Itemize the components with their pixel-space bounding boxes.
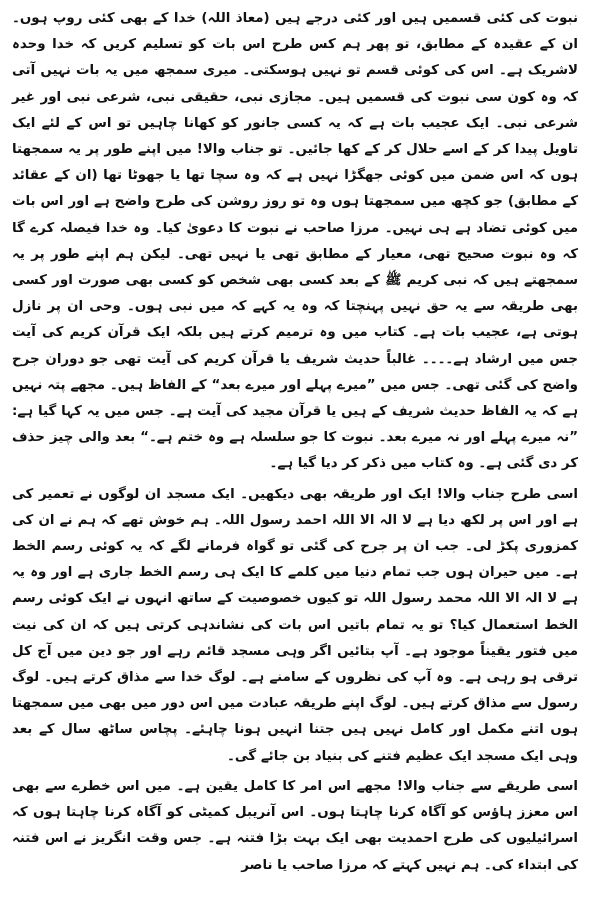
paragraph-3: اسی طریقے سے جناب والا! مجھے اس امر کا کامل یقین ہے۔ میں اس خطرے سے بھی اس معزز ہاؤس کو آگاہ کرنا چاہتا ہوں۔ اس آنریبل کمیٹی کو آگاہ کرنا چاہتا ہوں کہ اسرائیلیوں کی طرح احمدیت بھی ایک بہت بڑا فتنہ ہے۔ جس وقت انگریز نے اس فتنہ کی ابتداء کی۔ ہم نہیں کہتے کہ مرزا صاحب یا ناصر xyxy=(12,778,578,873)
document-page xyxy=(12,6,578,902)
paragraph-1: نبوت کی کئی قسمیں ہیں اور کئی درجے ہیں (معاذ اللہ) خدا کے بھی کئی روپ ہوں۔ ان کے عقیدہ کے مطابق، تو پھر ہم کس طرح اس بات کو تسلیم کریں کہ خدا وحدہ لاشریک ہے۔ اس کی کوئی قسم تو نہیں ہوسکتی۔ میری سمجھ میں یہ بات نہیں آتی کہ وہ کون سی نبوت کی قسمیں ہیں۔ مجازی نبی، حقیقی نبی، شرعی نبی اور غیر شرعی نبی۔ ایک عجیب بات ہے کہ یہ کسی جانور کو کھانا چاہیں تو اس کے لئے ایک تاویل پیدا کر کے اسے حلال کر کے کھا جائیں۔ تو جناب والا! میں اپنے طور پر یہ سمجھتا ہوں کہ اس ضمن میں کوئی جھگڑا نہیں ہے کہ وہ سچا تھا یا جھوٹا تھا (ان کے عقائد کے مطابق) جو کچھ میں سمجھتا ہوں وہ تو روز روشن کی طرح واضح ہے اور اس بات میں کوئی تضاد ہے ہی نہیں۔ مرزا صاحب نے نبوت کا دعویٰ کیا۔ وہ خدا فیصلہ کرے گا کہ وہ نبوت صحیح تھی، معیار کے مطابق تھی یا نہیں تھی۔ لیکن ہم اپنے طور پر یہ سمجھتے ہیں کہ نبی کریم ﷺ کے بعد کسی بھی شخص کو کسی بھی صورت اور کسی بھی طریقہ سے یہ حق نہیں پہنچتا کہ وہ یہ کہے کہ میں نبی ہوں۔ وحی ان پر نازل ہوتی ہے، عجیب بات ہے۔ کتاب میں وہ ترمیم کرتے ہیں بلکہ ایک قرآن کریم کی آیت جس میں ارشاد ہے۔۔۔۔ غالباً حدیث شریف یا قرآن کریم کی آیت تھی جو دوران جرح واضح کی گئی تھی۔ جس میں ”میرے پہلے اور میرے بعد“ کے الفاظ ہیں۔ مجھے پتہ نہیں ہے کہ یہ الفاظ حدیث شریف کے ہیں یا قرآن مجید کی آیت ہے۔ جس میں یہ کہا گیا ہے: ”نہ میرے پہلے اور نہ میرے بعد۔ نبوت کا جو سلسلہ ہے وہ ختم ہے۔“ بعد والی چیز حذف کر دی گئی ہے۔ وہ کتاب میں ذکر کر دیا گیا ہے۔ xyxy=(12,11,578,472)
paragraph-2: اسی طرح جناب والا! ایک اور طریقہ بھی دیکھیں۔ ایک مسجد ان لوگوں نے تعمیر کی ہے اور اس پر لکھ دیا ہے لا الہ الا اللہ احمد رسول اللہ۔ ہم خوش تھے کہ ہم نے ان کی کمزوری پکڑ لی۔ جب ان پر جرح کی گئی تو گواہ فرمانے لگے کہ یہ کوئی رسم الخط ہے۔ میں حیران ہوں جب تمام دنیا میں کلمے کا ایک ہی رسم الخط جاری ہے اور وہ یہ ہے لا الہ الا اللہ محمد رسول اللہ تو کیوں خصوصیت کے ساتھ انہوں نے ایک کوئی رسم الخط استعمال کیا؟ تو یہ تمام باتیں اس بات کی نشاندہی کرتی ہیں کہ ان کی نیت میں فتور یقیناً موجود ہے۔ آپ بتائیں اگر وہی مسجد قائم رہے اور جو دین میں آج کل ترقی ہو رہی ہے۔ وہ آپ کی نظروں کے سامنے ہے۔ لوگ خدا سے مذاق کرتے ہیں۔ لوگ رسول سے مذاق کرتے ہیں۔ لوگ اپنے طریقہ عبادت میں اس دور میں بھی میں سمجھتا ہوں اتنے مکمل اور کامل نہیں ہیں جتنا انہیں ہونا چاہئے۔ پچاس ساٹھ سال کے بعد وہی ایک مسجد ایک عظیم فتنے کی بنیاد بن جائے گی۔ xyxy=(12,486,578,764)
